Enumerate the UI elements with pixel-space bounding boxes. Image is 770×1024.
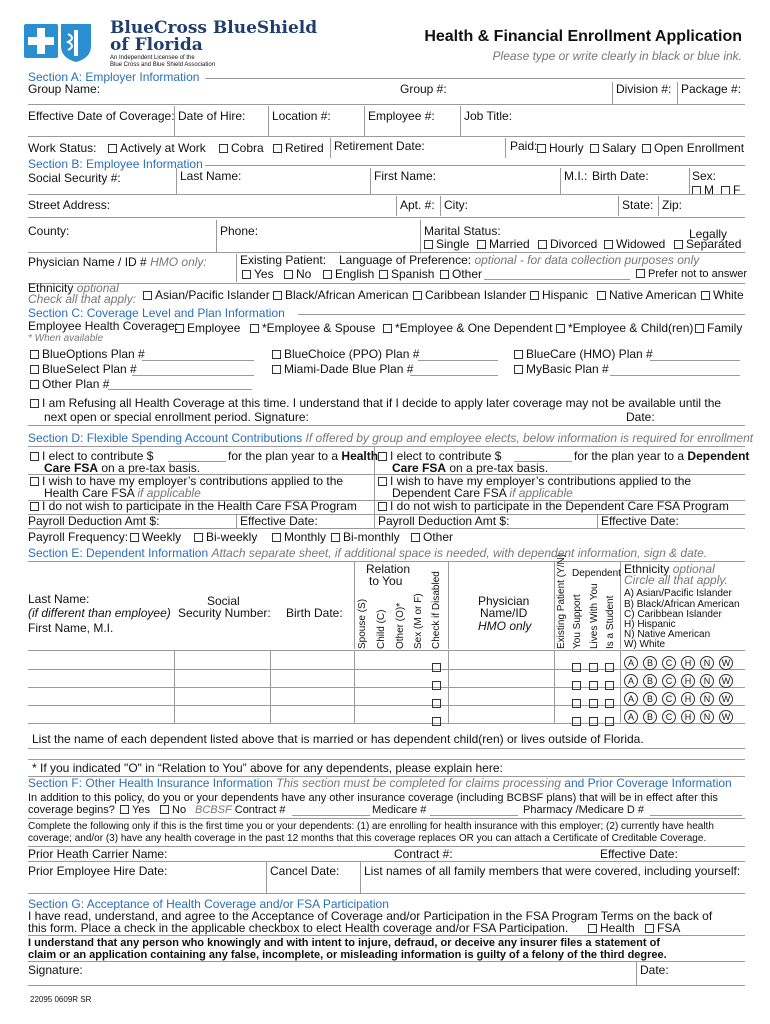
checkbox[interactable] [674, 240, 683, 249]
employee-coverage-label: Employee Health Coverage: [28, 319, 179, 333]
birth-date-label: Birth Date: [592, 169, 649, 183]
ethnicity-circle[interactable]: B [643, 674, 657, 688]
other-insurance-question: In addition to this policy, do you or your dependents have any other insurance coverage (including BCBSF plans) that will be in effect after this [28, 792, 718, 804]
ethnicity-circle[interactable]: N [700, 692, 714, 706]
elect-health-option[interactable]: I elect to contribute $ [30, 450, 153, 463]
disabled-checkbox[interactable] [432, 676, 444, 694]
ethnicity-circle[interactable]: B [643, 710, 657, 724]
county-label: County: [28, 224, 70, 238]
prior-coverage-instructions-1: Complete the following only if this is the first time you or your dependents: (1) are enrolling for health insurance with this employer; (2) currently have health [28, 821, 714, 832]
ethnicity-circle[interactable]: H [681, 674, 695, 688]
ethnicity-circle[interactable]: A [624, 674, 638, 688]
physician-header-3: HMO only [478, 619, 532, 633]
dependent-care-fsa-label: Care FSA on a pre-tax basis. [392, 461, 549, 475]
last-name-label: Last Name: [180, 169, 242, 183]
checkbox[interactable] [272, 533, 281, 542]
section-c-title: Section C: Coverage Level and Plan Information [28, 306, 285, 320]
family-members-label: List names of all family members that were covered, including yourself: [364, 864, 741, 878]
checkbox[interactable] [30, 477, 39, 486]
bluechoice-option[interactable]: BlueChoice (PPO) Plan # [272, 348, 419, 361]
form-code: 22095 0609R SR [30, 995, 92, 1004]
payroll-amt-health-label: Payroll Deduction Amt $: [28, 514, 160, 528]
checkbox[interactable] [588, 924, 597, 933]
checkbox[interactable] [538, 240, 547, 249]
dependent-checkbox[interactable] [572, 658, 584, 676]
physician-header-2: Name/ID [480, 606, 528, 620]
ethnicity-circle[interactable]: A [624, 692, 638, 706]
paid-label: Paid: [510, 139, 538, 153]
caribbean-option[interactable]: Caribbean Islander [413, 289, 526, 302]
checkbox[interactable] [477, 240, 486, 249]
dep-last-name-label: Last Name: [28, 592, 90, 606]
dep-ethnicity-label: Ethnicity optional [624, 562, 715, 576]
ethnicity-key-w: W) White [624, 639, 666, 650]
checkbox[interactable] [424, 240, 433, 249]
dependent-checkbox[interactable] [589, 676, 601, 694]
prior-carrier-label: Prior Heath Carrier Name: [28, 847, 168, 861]
job-title-label: Job Title: [464, 109, 513, 123]
black-option[interactable]: Black/African American [273, 289, 408, 302]
refuse-coverage-option[interactable]: I am Refusing all Health Coverage at this time. I understand that if I decide to apply later coverage may not be available until the [30, 397, 721, 410]
checkbox[interactable] [284, 270, 293, 279]
acceptance-text-2: this form. Place a check in the applicable checkbox to elect Health coverage and/or FSA Participation. [28, 921, 569, 935]
ethnicity-circle[interactable]: N [700, 710, 714, 724]
other-insurance-no[interactable]: No [160, 804, 186, 816]
checkbox[interactable] [272, 365, 281, 374]
checkbox[interactable] [323, 270, 332, 279]
ethnicity-circle[interactable]: H [681, 710, 695, 724]
dependent-checkbox[interactable] [572, 694, 584, 712]
checkbox[interactable] [590, 144, 599, 153]
family-option[interactable]: Family [695, 322, 742, 335]
ethnicity-circle[interactable]: B [643, 692, 657, 706]
retired-option[interactable]: Retired [273, 142, 324, 155]
package-label: Package #: [681, 82, 742, 96]
section-a-title: Section A: Employer Information [28, 70, 200, 84]
cobra-option[interactable]: Cobra [219, 142, 264, 155]
city-label: City: [444, 198, 468, 212]
bluecare-option[interactable]: BlueCare (HMO) Plan # [514, 348, 653, 361]
licensee-line-2: Blue Cross and Blue Shield Association [110, 62, 216, 68]
ethnicity-key-b: B) Black/African American [624, 599, 740, 610]
disabled-header: Check if Disabled [431, 571, 442, 649]
ethnicity-key-n: N) Native American [624, 629, 711, 640]
effective-date-dependent-label: Effective Date: [601, 514, 679, 528]
form-subtitle: Please type or write clearly in black or blue ink. [492, 49, 742, 63]
group-number-label: Group #: [400, 82, 447, 96]
ethnicity-circle[interactable]: C [662, 710, 676, 724]
cancel-date-label: Cancel Date: [270, 864, 340, 878]
checkbox[interactable] [378, 452, 387, 461]
checkbox[interactable] [604, 240, 613, 249]
ethnicity-circle[interactable]: N [700, 656, 714, 670]
check-all-label: Check all that apply: [28, 292, 137, 306]
monthly-option[interactable]: Monthly [272, 531, 326, 544]
checkbox[interactable] [645, 924, 654, 933]
ethnicity-circle[interactable]: B [643, 656, 657, 670]
marital-status-label: Marital Status: [424, 224, 501, 238]
work-status-label: Work Status: [28, 141, 97, 155]
section-g-title: Section G: Acceptance of Health Coverage and/or FSA Participation [28, 897, 389, 911]
payroll-frequency-label: Payroll Frequency: [28, 530, 129, 544]
disabled-checkbox[interactable] [432, 694, 444, 712]
checkbox[interactable] [273, 144, 282, 153]
wish-health-line2: Health Care FSA if applicable [44, 486, 201, 500]
no-dependent-fsa-option[interactable]: I do not wish to participate in the Dependent Care FSA Program [378, 500, 729, 513]
ethnicity-circle[interactable]: C [662, 692, 676, 706]
checkbox[interactable] [250, 324, 259, 333]
group-name-label: Group Name: [28, 82, 101, 96]
ethnicity-circle[interactable]: W [719, 692, 733, 706]
checkbox[interactable] [194, 533, 203, 542]
checkbox[interactable] [378, 477, 387, 486]
when-available-note: * When available [28, 333, 104, 344]
licensee-line-1: An Independent Licensee of the [110, 55, 195, 61]
dep-birth-date-label: Birth Date: [286, 606, 343, 620]
form-title: Health & Financial Enrollment Application [424, 28, 742, 45]
dep-ssn-label: Security Number: [178, 606, 271, 620]
coverage-begins-label: coverage begins? [28, 804, 115, 816]
employee-spouse-option[interactable]: *Employee & Spouse [250, 322, 375, 335]
legally-label: Legally [689, 227, 728, 241]
phone-label: Phone: [220, 224, 259, 238]
checkbox[interactable] [273, 291, 282, 300]
dep-diff-label: (if different than employee) [28, 606, 171, 620]
checkbox[interactable] [514, 365, 523, 374]
checkbox[interactable] [30, 350, 39, 359]
employee-children-option[interactable]: *Employee & Child(ren) [556, 322, 693, 335]
other-relation-note: * If you indicated "O" in “Relation to You” above for any dependents, please explain here: [32, 761, 503, 775]
existing-yes-option[interactable]: Yes [242, 268, 274, 281]
dependent-checkbox[interactable] [605, 676, 617, 694]
medicare-label: Medicare # [372, 804, 427, 816]
apt-label: Apt. #: [400, 198, 435, 212]
actively-at-work-option[interactable]: Actively at Work [108, 142, 206, 155]
biweekly-option[interactable]: Bi-weekly [194, 531, 257, 544]
checkbox[interactable] [331, 533, 340, 542]
employee-only-option[interactable]: Employee [175, 322, 240, 335]
english-option[interactable]: English [323, 268, 374, 281]
section-b-title: Section B: Employee Information [28, 157, 203, 171]
cross-shield-icon [24, 22, 94, 64]
asian-option[interactable]: Asian/Pacific Islander [143, 289, 270, 302]
ethnicity-key-a: A) Asian/Pacific Islander [624, 588, 732, 599]
checkbox[interactable] [30, 365, 39, 374]
hispanic-option[interactable]: Hispanic [530, 289, 588, 302]
checkbox[interactable] [175, 324, 184, 333]
checkbox[interactable] [514, 350, 523, 359]
sex-label: Sex: [692, 169, 717, 183]
sex-male-option[interactable]: M [692, 184, 714, 197]
ethnicity-circle[interactable]: W [719, 674, 733, 688]
ethnicity-label: Ethnicity optional [28, 281, 119, 295]
relation-label-2: to You [369, 574, 403, 588]
state-label: State: [622, 198, 654, 212]
brand-name-1: BlueCross BlueShield [110, 18, 318, 38]
section-e-title: Section E: Dependent Information Attach separate sheet, if additional space is needed, with dependent information, sign & date. [28, 546, 708, 560]
pharmacy-medicare-label: Pharmacy /Medicare D # [523, 804, 645, 816]
checkbox[interactable] [378, 502, 387, 511]
checkbox[interactable] [30, 452, 39, 461]
disabled-checkbox[interactable] [432, 712, 444, 730]
checkbox[interactable] [530, 291, 539, 300]
section-f-title: Section F: Other Health Insurance Information This section must be completed for claims processing and Prior Coverage Information [28, 776, 732, 790]
native-option[interactable]: Native American [597, 289, 696, 302]
miami-dade-option[interactable]: Miami-Dade Blue Plan # [272, 363, 413, 376]
ethnicity-circle[interactable]: A [624, 656, 638, 670]
weekly-option[interactable]: Weekly [130, 531, 181, 544]
prior-contract-label: Contract #: [394, 847, 453, 861]
checkbox[interactable] [219, 144, 228, 153]
existing-patient-header: Existing Patient (Y/N) [556, 553, 567, 649]
effective-date-label: Effective Date of Coverage: [28, 109, 175, 123]
ethnicity-circle[interactable]: C [662, 656, 676, 670]
plan-year-health-label: for the plan year to a Health [228, 449, 379, 463]
dependent-checkbox[interactable] [589, 694, 601, 712]
dependent-checkbox[interactable] [605, 658, 617, 676]
existing-patient-label: Existing Patient: [240, 253, 327, 267]
widowed-option[interactable]: Widowed [604, 238, 665, 251]
dependent-checkbox[interactable] [589, 712, 601, 730]
dependent-checkbox[interactable] [572, 712, 584, 730]
ethnicity-circle[interactable]: H [681, 656, 695, 670]
first-name-label: First Name: [374, 169, 437, 183]
checkbox[interactable] [642, 144, 651, 153]
retirement-date-label: Retirement Date: [334, 139, 425, 153]
employee-one-option[interactable]: *Employee & One Dependent [383, 322, 552, 335]
sex-female-option[interactable]: F [721, 184, 740, 197]
ethnicity-circle[interactable]: A [624, 710, 638, 724]
married-option[interactable]: Married [477, 238, 530, 251]
dependent-checkbox[interactable] [605, 694, 617, 712]
dependent-checkbox[interactable] [605, 712, 617, 730]
physician-label: Physician Name / ID # HMO only: [28, 255, 207, 269]
salary-option[interactable]: Salary [590, 142, 636, 155]
white-option[interactable]: White [701, 289, 744, 302]
street-address-label: Street Address: [28, 198, 111, 212]
checkbox[interactable] [636, 269, 645, 278]
ethnicity-key-h: H) Hispanic [624, 619, 676, 630]
list-dependents-note: List the name of each dependent listed above that is married or has dependent child(ren) or lives outside of Florida. [32, 732, 644, 746]
zip-label: Zip: [662, 198, 683, 212]
fraud-warning-1: I understand that any person who knowingly and with intent to injure, defraud, or deceive any insurer files a statement of [28, 937, 660, 949]
effective-date-health-label: Effective Date: [240, 514, 318, 528]
checkbox[interactable] [379, 270, 388, 279]
blueselect-option[interactable]: BlueSelect Plan # [30, 363, 137, 376]
checkbox[interactable] [411, 533, 420, 542]
wish-dependent-line2: Dependent Care FSA if applicable [392, 486, 573, 500]
no-health-fsa-option[interactable]: I do not wish to participate in the Health Care FSA Program [30, 500, 357, 513]
dependent-header: Dependent [572, 568, 621, 579]
child-header: Child (C) [376, 609, 387, 649]
checkbox[interactable] [701, 291, 710, 300]
existing-no-option[interactable]: No [284, 268, 311, 281]
checkbox[interactable] [383, 324, 392, 333]
date-of-hire-label: Date of Hire: [178, 109, 246, 123]
checkbox[interactable] [30, 502, 39, 511]
other-o-header: Other (O)* [395, 602, 406, 649]
hourly-option[interactable]: Hourly [537, 142, 584, 155]
dep-first-name-label: First Name, M.I. [28, 621, 114, 635]
mybasic-option[interactable]: MyBasic Plan # [514, 363, 609, 376]
ethnicity-circle[interactable]: C [662, 674, 676, 688]
prefer-not-option[interactable]: Prefer not to answer [636, 268, 747, 280]
dependent-checkbox[interactable] [589, 658, 601, 676]
wish-health-option[interactable]: I wish to have my employer’s contributions applied to the [30, 475, 343, 488]
ethnicity-circle[interactable]: H [681, 692, 695, 706]
ethnicity-circle[interactable]: N [700, 674, 714, 688]
other-plan-option[interactable]: Other Plan # [30, 378, 109, 391]
refuse-signature-label: next open or special enrollment period. Signature: [44, 410, 309, 424]
prior-coverage-instructions-2: coverage; and/or (3) have any health coverage in the past 12 months that this coverage replaces OR you can attach a Certificate of Creditable Coverage. [28, 833, 707, 844]
checkbox[interactable] [597, 291, 606, 300]
ethnicity-circle[interactable]: W [719, 710, 733, 724]
checkbox[interactable] [695, 324, 704, 333]
checkbox[interactable] [30, 399, 39, 408]
checkbox[interactable] [143, 291, 152, 300]
ethnicity-key-c: C) Caribbean Islander [624, 609, 722, 620]
health-care-fsa-label: Care FSA on a pre-tax basis. [44, 461, 201, 475]
checkbox[interactable] [537, 144, 546, 153]
prior-hire-date-label: Prior Employee Hire Date: [28, 864, 168, 878]
checkbox[interactable] [108, 144, 117, 153]
elect-dependent-option[interactable]: I elect to contribute $ [378, 450, 501, 463]
checkbox[interactable] [130, 533, 139, 542]
mi-label: M.I.: [564, 169, 588, 183]
location-label: Location #: [272, 109, 331, 123]
signature-date-label: Date: [640, 963, 669, 977]
open-enrollment-option[interactable]: Open Enrollment [642, 142, 744, 155]
other-language-option[interactable]: Other [440, 268, 482, 281]
checkbox[interactable] [556, 324, 565, 333]
bcbs-logo [24, 22, 94, 69]
checkbox[interactable] [272, 350, 281, 359]
acceptance-text-1: I have read, understand, and agree to the Acceptance of Coverage and/or Participation in the FSA Program Terms on the back of [28, 909, 713, 923]
blueoptions-option[interactable]: BlueOptions Plan # [30, 348, 145, 361]
bimonthly-option[interactable]: Bi-monthly [331, 531, 400, 544]
you-support-header: You Support [572, 594, 583, 649]
checkbox[interactable] [440, 270, 449, 279]
other-insurance-yes[interactable]: Yes [120, 804, 150, 816]
disabled-checkbox[interactable] [432, 658, 444, 676]
employee-number-label: Employee #: [368, 109, 435, 123]
checkbox[interactable] [413, 291, 422, 300]
single-option[interactable]: Single [424, 238, 469, 251]
divorced-option[interactable]: Divorced [538, 238, 597, 251]
physician-header-1: Physician [478, 594, 530, 608]
fraud-warning-2: claim or an application containing any false, incomplete, or misleading information is guilty of a felony of the third degree. [28, 949, 667, 961]
ethnicity-circle[interactable]: W [719, 656, 733, 670]
checkbox[interactable] [30, 380, 39, 389]
refuse-date-label: Date: [626, 410, 655, 424]
accept-fsa-option[interactable]: FSA [645, 922, 680, 935]
language-preference-label: Language of Preference: optional - for data collection purposes only [339, 253, 700, 267]
prior-effective-date-label: Effective Date: [600, 847, 678, 861]
sex-header: Sex (M or F) [413, 593, 424, 649]
checkbox[interactable] [120, 805, 129, 814]
wish-dependent-option[interactable]: I wish to have my employer’s contributions applied to the [378, 475, 691, 488]
checkbox[interactable] [160, 805, 169, 814]
bcbsf-contract-label: BCBSF Contract # [195, 804, 286, 816]
dep-social-label: Social [207, 594, 240, 608]
section-d-title: Section D: Flexible Spending Account Contributions If offered by group and employee elects, below information is required for enrollment [28, 431, 754, 445]
legally-separated-option[interactable]: Separated [674, 238, 741, 251]
spouse-header: Spouse (S) [357, 598, 368, 649]
accept-health-option[interactable]: Health [588, 922, 635, 935]
lives-with-header: Lives With You [589, 583, 600, 649]
plan-year-dependent-label: for the plan year to a Dependent [574, 449, 750, 463]
student-header: Is a Student [605, 595, 616, 649]
other-frequency-option[interactable]: Other [411, 531, 453, 544]
payroll-amt-dependent-label: Payroll Deduction Amt $: [378, 514, 510, 528]
spanish-option[interactable]: Spanish [379, 268, 434, 281]
dependent-checkbox[interactable] [572, 676, 584, 694]
ssn-label: Social Security #: [28, 171, 121, 185]
signature-label: Signature: [28, 963, 83, 977]
division-label: Division #: [616, 82, 672, 96]
checkbox[interactable] [242, 270, 251, 279]
relation-label-1: Relation [366, 562, 411, 576]
brand-name-2: of Florida [110, 35, 203, 55]
circle-all-label: Circle all that apply. [624, 573, 728, 587]
